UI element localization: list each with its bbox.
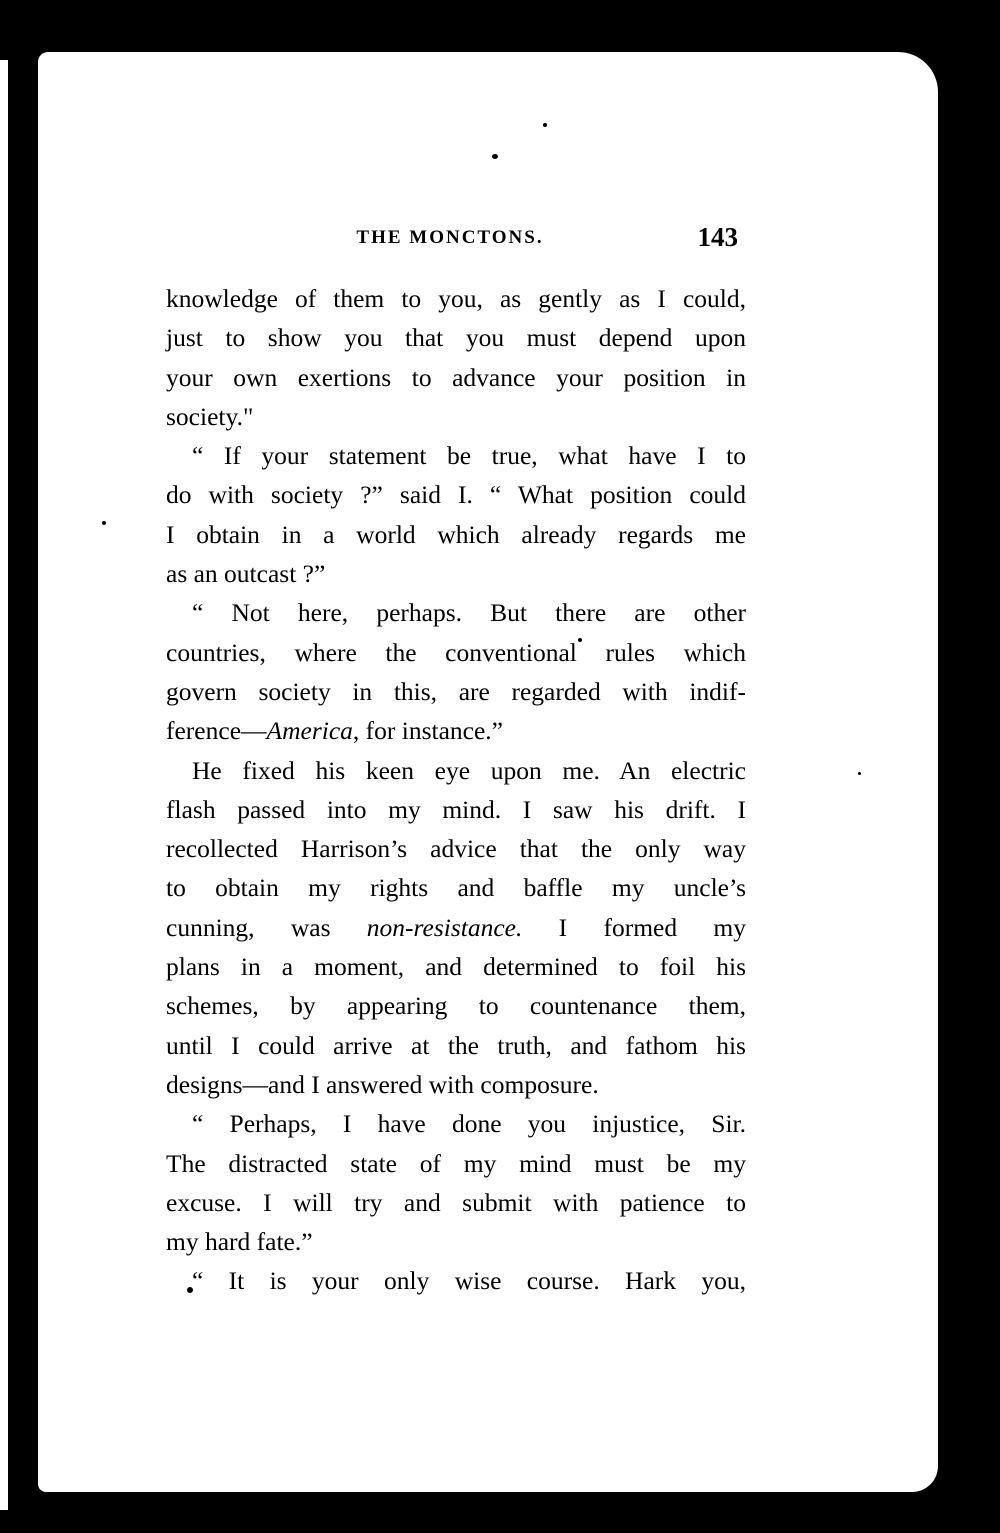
page-number: 143 [697,222,738,252]
scan-speck [102,521,106,525]
text-line: my hard fate.” [166,1227,313,1257]
text-line: “ Perhaps, I have done you injustice, Sir. [192,1109,746,1139]
text-line: govern society in this, are regarded with indif- [166,676,746,706]
italic-text: non-resistance. [366,912,523,942]
text-line: He fixed his keen eye upon me. An electric [192,755,746,785]
text-line: “ Not here, perhaps. But there are other [192,598,746,628]
scan-speck [492,154,498,159]
text-line: until I could arrive at the truth, and fathom his [166,1030,746,1060]
scan-speck [543,123,547,127]
body-text [166,279,746,1301]
scan-speck [858,772,861,775]
italic-text: America [266,716,353,746]
text-line: The distracted state of my mind must be my [166,1148,746,1178]
text-line: just to show you that you must depend upon [166,323,746,353]
text-segment: ference— [166,716,267,746]
text-line: do with society ?” said I. “ What position could [166,480,746,510]
text-segment: I formed my [522,912,746,942]
text-line: designs—and I answered with composure. [166,1069,599,1099]
text-line: excuse. I will try and submit with patience to [166,1187,746,1217]
text-line: as an outcast ?” [166,559,326,589]
text-line: knowledge of them to you, as gently as I could, [166,284,746,313]
text-line: countries, where the conventional rules which [166,637,746,667]
page-edge [0,60,8,1510]
text-line: to obtain my rights and baffle my uncle’s [166,873,746,903]
scan-speck [488,1500,492,1507]
text-line: schemes, by appearing to countenance them, [166,991,746,1021]
running-title: THE MONCTONS. [356,227,544,248]
text-line: flash passed into my mind. I saw his drift. I [166,794,746,824]
text-line [166,908,746,947]
text-line: plans in a moment, and determined to foil his [166,952,746,982]
text-line [166,711,746,750]
text-line: society." [166,401,254,431]
text-line: “ If your statement be true, what have I to [192,441,746,471]
text-line: your own exertions to advance your position in [166,362,746,392]
running-head [160,222,740,256]
text-segment: , for instance.” [352,716,504,746]
text-line: I obtain in a world which already regards me [166,519,746,549]
text-line: “ It is your only wise course. Hark you, [192,1266,746,1296]
text-line: recollected Harrison’s advice that the only way [166,834,746,864]
text-segment: cunning, was [166,912,367,942]
